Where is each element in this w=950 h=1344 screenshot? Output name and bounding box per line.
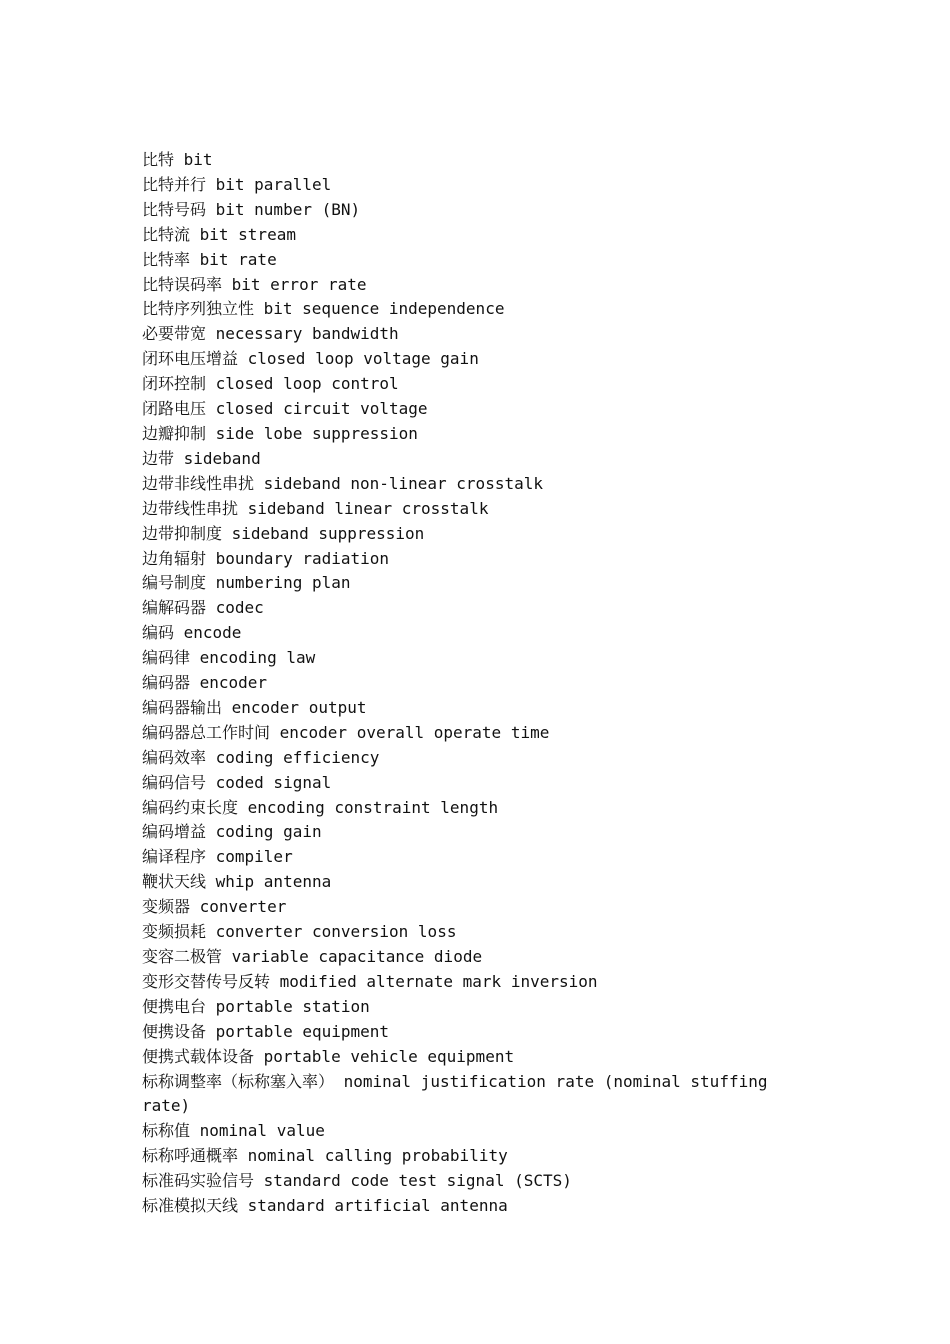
glossary-entry: 必要带宽 necessary bandwidth bbox=[142, 324, 399, 344]
glossary-entry: 闭环控制 closed loop control bbox=[142, 374, 399, 394]
glossary-entry: 标准码实验信号 standard code test signal (SCTS) bbox=[142, 1171, 572, 1191]
glossary-entry: 编码器总工作时间 encoder overall operate time bbox=[142, 722, 550, 742]
glossary-entry: 边带线性串扰 sideband linear crosstalk bbox=[142, 498, 489, 518]
glossary-entry: 比特 bit bbox=[142, 150, 213, 169]
glossary-entry: 编码信号 coded signal bbox=[142, 772, 332, 792]
glossary-entry: 标称呼通概率 nominal calling probability bbox=[142, 1146, 508, 1166]
glossary-entry: 比特误码率 bit error rate bbox=[142, 274, 367, 294]
glossary-entry: 闭路电压 closed circuit voltage bbox=[142, 399, 428, 419]
glossary-entry: 边角辐射 boundary radiation bbox=[142, 548, 390, 568]
glossary-entry: 标准模拟天线 standard artificial antenna bbox=[142, 1196, 508, 1216]
glossary-entry: 边瓣抑制 side lobe suppression bbox=[142, 423, 418, 443]
glossary-entry: 编译程序 compiler bbox=[142, 847, 293, 867]
glossary-entry: 边带抑制度 sideband suppression bbox=[142, 523, 425, 543]
glossary-entry: 变形交替传号反转 modified alternate mark inversion bbox=[142, 971, 598, 991]
glossary-entry: 变容二极管 variable capacitance diode bbox=[142, 947, 483, 966]
glossary-entry: 编码器 encoder bbox=[142, 673, 268, 693]
glossary-entry: 编码律 encoding law bbox=[142, 648, 316, 668]
glossary-entry: 编解码器 codec bbox=[142, 598, 264, 618]
glossary-entry: 编码约束长度 encoding constraint length bbox=[142, 797, 499, 817]
glossary-entry: 比特率 bit rate bbox=[142, 249, 277, 269]
glossary-entry: 编码 encode bbox=[142, 623, 242, 643]
glossary-entry: 便携电台 portable station bbox=[142, 996, 370, 1016]
glossary-entry: 编码器输出 encoder output bbox=[142, 697, 367, 717]
glossary-entry: 便携设备 portable equipment bbox=[142, 1021, 390, 1041]
glossary-list bbox=[142, 148, 810, 1219]
glossary-entry: 编码效率 coding efficiency bbox=[142, 747, 380, 767]
glossary-entry: 闭环电压增益 closed loop voltage gain bbox=[142, 349, 479, 369]
glossary-entry: 标称调整率（标称塞入率） nominal justification rate (nominal stuffing rate) bbox=[142, 1071, 778, 1116]
glossary-entry: 比特号码 bit number (BN) bbox=[142, 199, 361, 219]
glossary-entry: 变频器 converter bbox=[142, 897, 287, 917]
glossary-entry: 边带非线性串扰 sideband non-linear crosstalk bbox=[142, 473, 543, 493]
glossary-entry: 边带 sideband bbox=[142, 448, 261, 468]
glossary-entry: 标称值 nominal value bbox=[142, 1121, 325, 1141]
glossary-entry: 编码增益 coding gain bbox=[142, 822, 322, 842]
glossary-entry: 比特序列独立性 bit sequence independence bbox=[142, 299, 505, 319]
glossary-entry: 比特并行 bit parallel bbox=[142, 174, 332, 194]
glossary-entry: 编号制度 numbering plan bbox=[142, 573, 351, 593]
glossary-entry: 变频损耗 converter conversion loss bbox=[142, 922, 457, 942]
glossary-entry: 便携式载体设备 portable vehicle equipment bbox=[142, 1046, 515, 1066]
glossary-entry: 鞭状天线 whip antenna bbox=[142, 872, 332, 892]
glossary-entry: 比特流 bit stream bbox=[142, 224, 296, 244]
